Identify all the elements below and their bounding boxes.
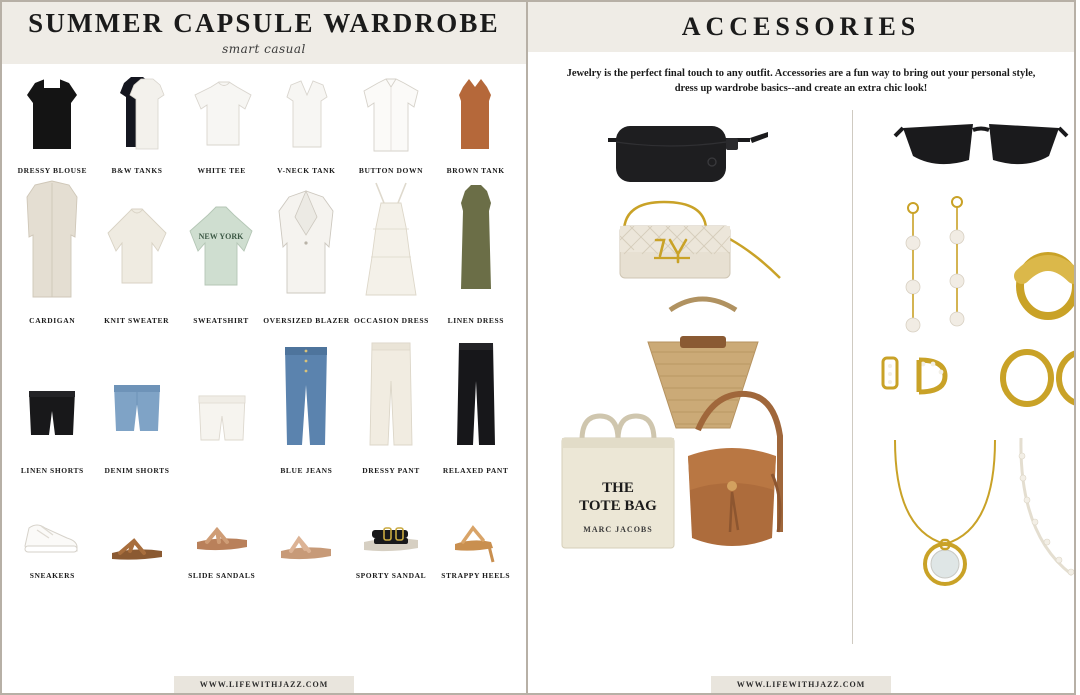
blue-jeans-icon <box>264 323 349 459</box>
wardrobe-item[interactable] <box>95 485 180 580</box>
wardrobe-item[interactable] <box>95 71 180 175</box>
page-subtitle: smart casual <box>222 42 306 56</box>
gold-hoop-earrings[interactable] <box>995 342 1076 414</box>
wardrobe-item[interactable] <box>434 173 518 325</box>
moonstone-pendant-necklace[interactable] <box>881 434 1011 594</box>
knit-sweater-icon <box>94 173 178 309</box>
wardrobe-item[interactable] <box>10 173 94 325</box>
wardrobe-item[interactable] <box>94 173 178 325</box>
wardrobe-item[interactable] <box>179 332 264 475</box>
right-panel-accessories <box>528 0 1076 695</box>
accessories-title: ACCESSORIES <box>681 12 921 41</box>
right-footer <box>528 676 1074 693</box>
wardrobe-item-label: RELAXED PANT <box>442 466 509 475</box>
wardrobe-item-label: CARDIGAN <box>29 316 76 325</box>
left-header <box>2 2 526 64</box>
svg-text:NEW YORK: NEW YORK <box>198 232 244 241</box>
wardrobe-item-label: B&W TANKS <box>111 166 163 175</box>
wardrobe-item-label: WHITE TEE <box>197 166 246 175</box>
wardrobe-item-label: DRESSY BLOUSE <box>17 166 88 175</box>
wardrobe-item[interactable] <box>433 323 518 475</box>
wardrobe-item[interactable] <box>349 323 434 475</box>
wardrobe-item[interactable] <box>10 323 95 475</box>
accessories-body <box>528 104 1074 664</box>
tan-slide-sandal-icon <box>179 476 264 564</box>
brown-leather-shoulder-bag[interactable] <box>662 382 802 582</box>
wardrobe-item[interactable] <box>349 476 434 580</box>
wardrobe-item[interactable] <box>433 71 518 175</box>
nude-slide-sandal-icon <box>264 485 349 573</box>
bw-tanks-icon <box>95 71 180 159</box>
page-title: SUMMER CAPSULE WARDROBE <box>28 8 500 38</box>
wardrobe-item-label: BLUE JEANS <box>280 466 333 475</box>
wardrobe-item[interactable] <box>95 323 180 475</box>
svg-text:TOTE BAG: TOTE BAG <box>579 498 657 515</box>
wardrobe-item-label: SPORTY SANDAL <box>355 571 427 580</box>
black-sunglasses[interactable] <box>891 110 1071 180</box>
strappy-heel-icon <box>433 476 518 564</box>
linen-dress-icon <box>434 173 518 309</box>
wardrobe-row-layers <box>10 175 518 325</box>
occasion-dress-icon <box>349 173 433 309</box>
column-divider <box>852 110 853 644</box>
wardrobe-row-tops <box>10 70 518 175</box>
wardrobe-item-label: STRAPPY HEELS <box>441 571 511 580</box>
button-down-icon <box>349 71 434 159</box>
relaxed-pant-icon <box>433 323 518 459</box>
wardrobe-item[interactable] <box>349 71 434 175</box>
denim-shorts-icon <box>95 323 180 459</box>
svg-text:THE: THE <box>602 480 634 497</box>
brown-leather-sandal-icon <box>95 485 180 573</box>
wardrobe-item-label: LINEN DRESS <box>447 316 505 325</box>
wardrobe-item[interactable] <box>10 71 95 175</box>
linen-shorts-icon <box>10 323 95 459</box>
cardigan-icon <box>10 173 94 309</box>
wardrobe-item[interactable] <box>349 173 433 325</box>
left-footer-url[interactable]: WWW.LIFEWITHJAZZ.COM <box>174 676 355 693</box>
pearl-drop-earrings[interactable] <box>885 196 995 346</box>
wardrobe-item-label: SNEAKERS <box>29 571 75 580</box>
brown-tank-icon <box>433 71 518 159</box>
left-panel-capsule-wardrobe <box>0 0 528 695</box>
sweatshirt-icon <box>179 173 263 309</box>
wardrobe-item-label: OVERSIZED BLAZER <box>263 316 350 325</box>
wardrobe-item[interactable] <box>263 173 349 325</box>
white-tee-icon <box>179 71 264 159</box>
bags-column <box>542 104 842 664</box>
oversized-blazer-icon <box>263 173 349 309</box>
wardrobe-item[interactable] <box>264 71 349 175</box>
pearl-chain-necklace[interactable] <box>1011 434 1076 594</box>
wardrobe-item[interactable] <box>179 71 264 175</box>
wardrobe-item[interactable] <box>179 173 263 325</box>
wardrobe-item[interactable] <box>264 323 349 475</box>
wardrobe-item-label: BROWN TANK <box>446 166 505 175</box>
wardrobe-item[interactable] <box>10 476 95 580</box>
wardrobe-item-label: OCCASION DRESS <box>353 316 429 325</box>
wardrobe-item[interactable] <box>433 476 518 580</box>
gold-dome-ring[interactable] <box>1008 242 1076 322</box>
cream-quilted-ysl-flap-bag[interactable] <box>594 192 784 302</box>
wardrobe-item-label: KNIT SWEATER <box>104 316 170 325</box>
wardrobe-item[interactable] <box>264 485 349 580</box>
wardrobe-item-label: SLIDE SANDALS <box>188 571 256 580</box>
dressy-pant-icon <box>349 323 434 459</box>
left-footer <box>2 676 526 693</box>
wardrobe-row-bottoms <box>10 325 518 475</box>
jewelry-column <box>863 104 1060 664</box>
wardrobe-item[interactable] <box>179 476 264 580</box>
wardrobe-item-label: LINEN SHORTS <box>20 466 84 475</box>
pave-huggie-hoops[interactable] <box>875 346 985 408</box>
right-footer-url[interactable]: WWW.LIFEWITHJAZZ.COM <box>711 676 892 693</box>
sporty-buckle-sandal-icon <box>349 476 434 564</box>
white-denim-shorts-icon <box>179 332 264 468</box>
wardrobe-item-label: V-NECK TANK <box>277 166 336 175</box>
black-belt-bag[interactable] <box>600 112 770 192</box>
wardrobe-grid <box>2 64 526 580</box>
wardrobe-row-shoes <box>10 475 518 580</box>
wardrobe-item-label: DENIM SHORTS <box>104 466 170 475</box>
vneck-tank-icon <box>264 71 349 159</box>
wardrobe-item-label: DRESSY PANT <box>362 466 420 475</box>
svg-text:MARC JACOBS: MARC JACOBS <box>583 525 653 535</box>
dressy-blouse-icon <box>10 71 95 159</box>
wardrobe-item-label: BUTTON DOWN <box>358 166 424 175</box>
sneakers-icon <box>10 476 95 564</box>
accessories-intro: Jewelry is the perfect final touch to any outfit. Accessories are a fun way to bring out your personal style, dress up wardrobe basics--and create an extra chic look! <box>566 68 1036 95</box>
right-header <box>528 2 1074 52</box>
wardrobe-item-label: SWEATSHIRT <box>193 316 249 325</box>
